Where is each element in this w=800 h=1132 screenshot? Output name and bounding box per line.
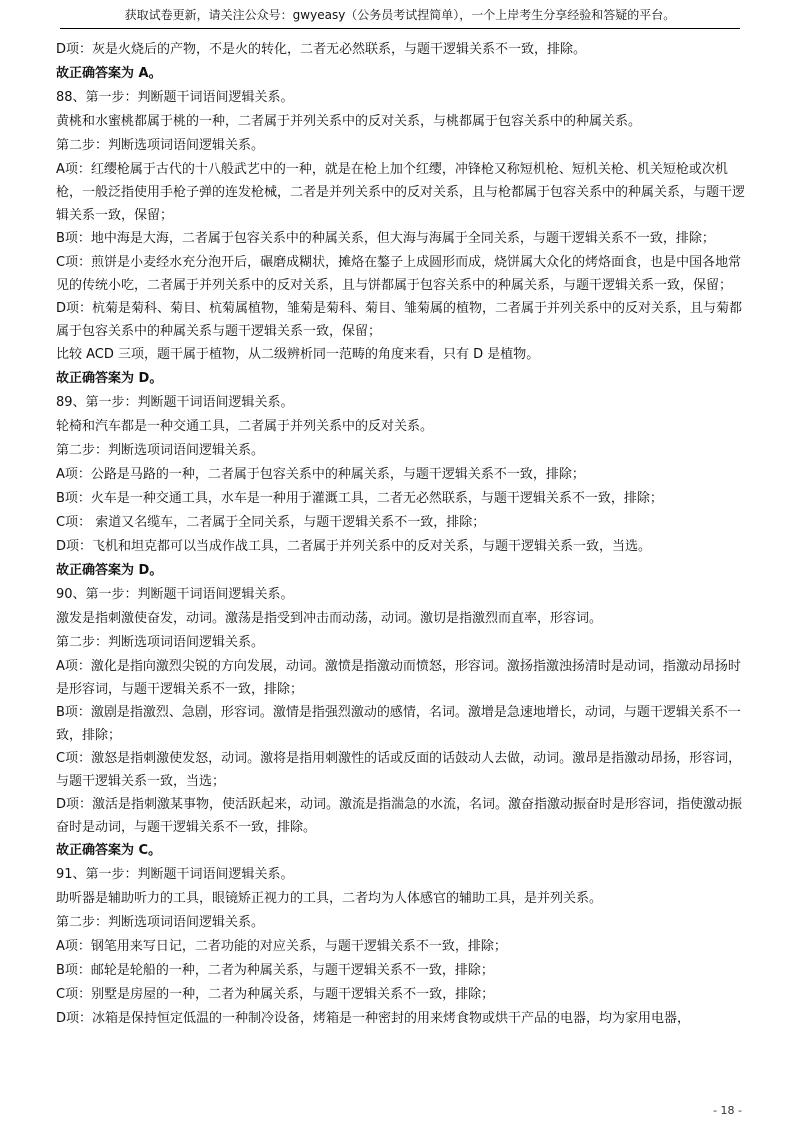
answer-line: 故正确答案为 A。: [56, 66, 162, 81]
paragraph: B项：激剧是指激烈、急剧，形容词。激情是指强烈激动的感情，名词。激增是急速地增长，动词，与题干逻辑关系不一致，排除；: [56, 705, 741, 743]
paragraph: C项：别墅是房屋的一种，二者为种属关系，与题干逻辑关系不一致，排除；: [56, 987, 495, 1002]
paragraph: B项：地中海是大海，二者属于包容关系中的种属关系，但大海与海属于全同关系，与题干逻辑关系不一致，排除；: [56, 231, 715, 246]
paragraph: 第二步：判断选项词语间逻辑关系。: [56, 443, 265, 458]
paragraph: D项：飞机和坦克都可以当成作战工具，二者属于并列关系中的反对关系，与题干逻辑关系一致，当选。: [56, 539, 652, 554]
paragraph: 89、第一步：判断题干词语间逻辑关系。: [56, 395, 294, 410]
document-body: [56, 38, 746, 1031]
answer-line: 故正确答案为 C。: [56, 843, 162, 858]
paragraph: 轮椅和汽车都是一种交通工具，二者属于并列关系中的反对关系。: [56, 419, 434, 434]
paragraph: C项：煎饼是小麦经水充分泡开后，碾磨成糊状，摊烙在鏊子上成圆形而成，烧饼属大众化的烤烙面食，也是中国各地常见的传统小吃，二者属于并列关系中的反对关系，且与饼都属于包容关系中的种属关系，与题干逻辑关系一致，保留；: [56, 255, 742, 293]
paragraph: A项：红缨枪属于古代的十八般武艺中的一种，就是在枪上加个红缨，冲锋枪又称短机枪、短机关枪、机关短枪或次机枪，一般泛指使用手枪子弹的连发枪械，二者是并列关系中的反对关系，且与枪都属于包容关系中的种属关系，与题干逻辑关系一致，保留；: [56, 162, 746, 223]
paragraph: A项：钢笔用来写日记，二者功能的对应关系，与题干逻辑关系不一致，排除；: [56, 939, 507, 954]
paragraph: 第二步：判断选项词语间逻辑关系。: [56, 635, 265, 650]
paragraph: 助听器是辅助听力的工具，眼镜矫正视力的工具，二者均为人体感官的辅助工具，是并列关系。: [56, 891, 603, 906]
paragraph: A项：激化是指向激烈尖锐的方向发展，动词。激愤是指激动而愤怒，形容词。激扬指激浊扬清时是动词，指激动昂扬时是形容词，与题干逻辑关系不一致，排除；: [56, 659, 741, 697]
paragraph: 88、第一步：判断题干词语间逻辑关系。: [56, 90, 294, 105]
paragraph: B项：邮轮是轮船的一种，二者为种属关系，与题干逻辑关系不一致，排除；: [56, 963, 494, 978]
paragraph: D项：激活是指刺激某事物，使活跃起来，动词。激流是指湍急的水流，名词。激奋指激动振奋时是形容词，指使激动振奋时是动词，与题干逻辑关系不一致，排除。: [56, 797, 743, 835]
paragraph: 比较 ACD 三项，题干属于植物，从二级辨析同一范畴的角度来看，只有 D 是植物。: [56, 347, 540, 362]
paragraph: B项：火车是一种交通工具，水车是一种用于灌溉工具，二者无必然联系，与题干逻辑关系不一致，排除；: [56, 491, 663, 506]
answer-line: 故正确答案为 D。: [56, 563, 163, 578]
paragraph: C项：激怒是指刺激使发怒，动词。激将是指用刺激性的话或反面的话鼓动人去做，动词。激昂是指激动昂扬，形容词，与题干逻辑关系一致，当选；: [56, 751, 742, 789]
paragraph: 第二步：判断选项词语间逻辑关系。: [56, 915, 265, 930]
paragraph: 黄桃和水蜜桃都属于桃的一种，二者属于并列关系中的反对关系，与桃都属于包容关系中的种属关系。: [56, 114, 642, 129]
page-number: - 18 -: [713, 1104, 742, 1117]
paragraph: D项：杭菊是菊科、菊目、杭菊属植物，雏菊是菊科、菊目、雏菊属的植物，二者属于并列关系中的反对关系，且与菊都属于包容关系中的种属关系与题干逻辑关系一致，保留；: [56, 301, 743, 339]
paragraph: D项：冰箱是保持恒定低温的一种制冷设备，烤箱是一种密封的用来烤食物或烘干产品的电器，均为家用电器，: [56, 1011, 691, 1026]
paragraph: D项：灰是火烧后的产物，不是火的转化，二者无必然联系，与题干逻辑关系不一致，排除。: [56, 42, 587, 57]
paragraph: 91、第一步：判断题干词语间逻辑关系。: [56, 867, 294, 882]
paragraph: 第二步：判断选项词语间逻辑关系。: [56, 138, 265, 153]
page-header: 获取试卷更新，请关注公众号：gwyeasy（公务员考试捏简单），一个上岸考生分享经验和答疑的平台。: [60, 6, 740, 29]
answer-line: 故正确答案为 D。: [56, 371, 163, 386]
paragraph: 激发是指刺激使奋发，动词。激荡是指受到冲击而动荡，动词。激切是指激烈而直率，形容词。: [56, 611, 603, 626]
paragraph: A项：公路是马路的一种，二者属于包容关系中的种属关系，与题干逻辑关系不一致，排除；: [56, 467, 585, 482]
paragraph: 90、第一步：判断题干词语间逻辑关系。: [56, 587, 294, 602]
paragraph: C项： 索道又名缆车，二者属于全同关系，与题干逻辑关系不一致，排除；: [56, 515, 486, 530]
